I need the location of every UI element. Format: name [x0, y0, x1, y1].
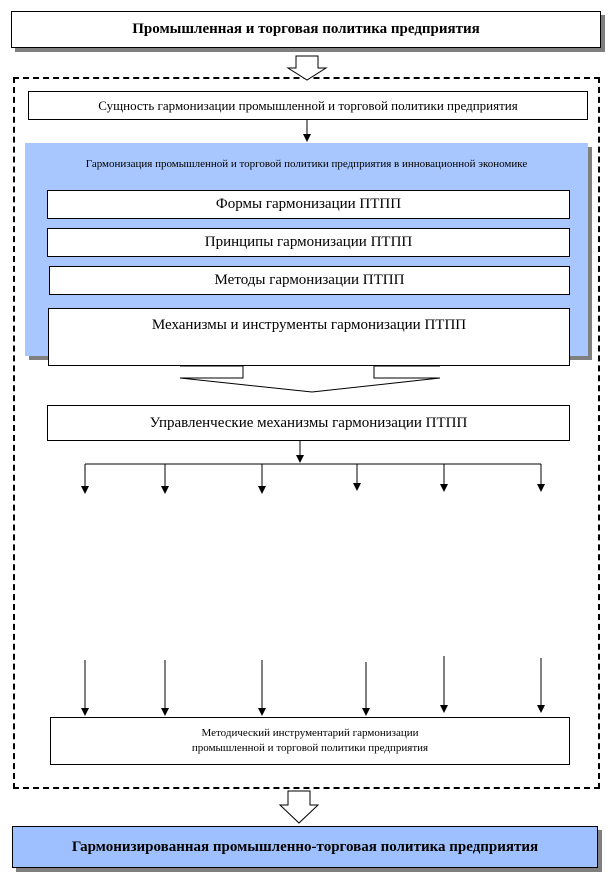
block-arrow-merge — [180, 366, 440, 392]
forms-label: Формы гармонизации ПТПП — [215, 196, 402, 212]
innovation-panel-title: Гармонизация промышленной и торговой политики предприятия в инновационной экономике — [85, 158, 528, 170]
mechanisms-label: Механизмы и инструменты гармонизации ПТПП — [151, 317, 467, 333]
essence-label: Сущность гармонизации промышленной и торговой политики предприятия — [98, 97, 518, 113]
block-arrow-bottom — [280, 791, 318, 823]
block-arrow-top — [288, 56, 326, 80]
toolkit-line-1: Методический инструментарий гармонизации — [201, 727, 419, 739]
methods-label: Методы гармонизации ПТПП — [214, 272, 405, 288]
result-label: Гармонизированная промышленно-торговая политика предприятия — [71, 838, 539, 855]
principles-label: Принципы гармонизации ПТПП — [204, 234, 413, 250]
management-label: Управленческие механизмы гармонизации ПТПП — [149, 414, 468, 431]
top-policy-label: Промышленная и торговая политика предприятия — [132, 21, 480, 37]
toolkit-line-2: промышленной и торговой политики предприятия — [191, 742, 429, 754]
